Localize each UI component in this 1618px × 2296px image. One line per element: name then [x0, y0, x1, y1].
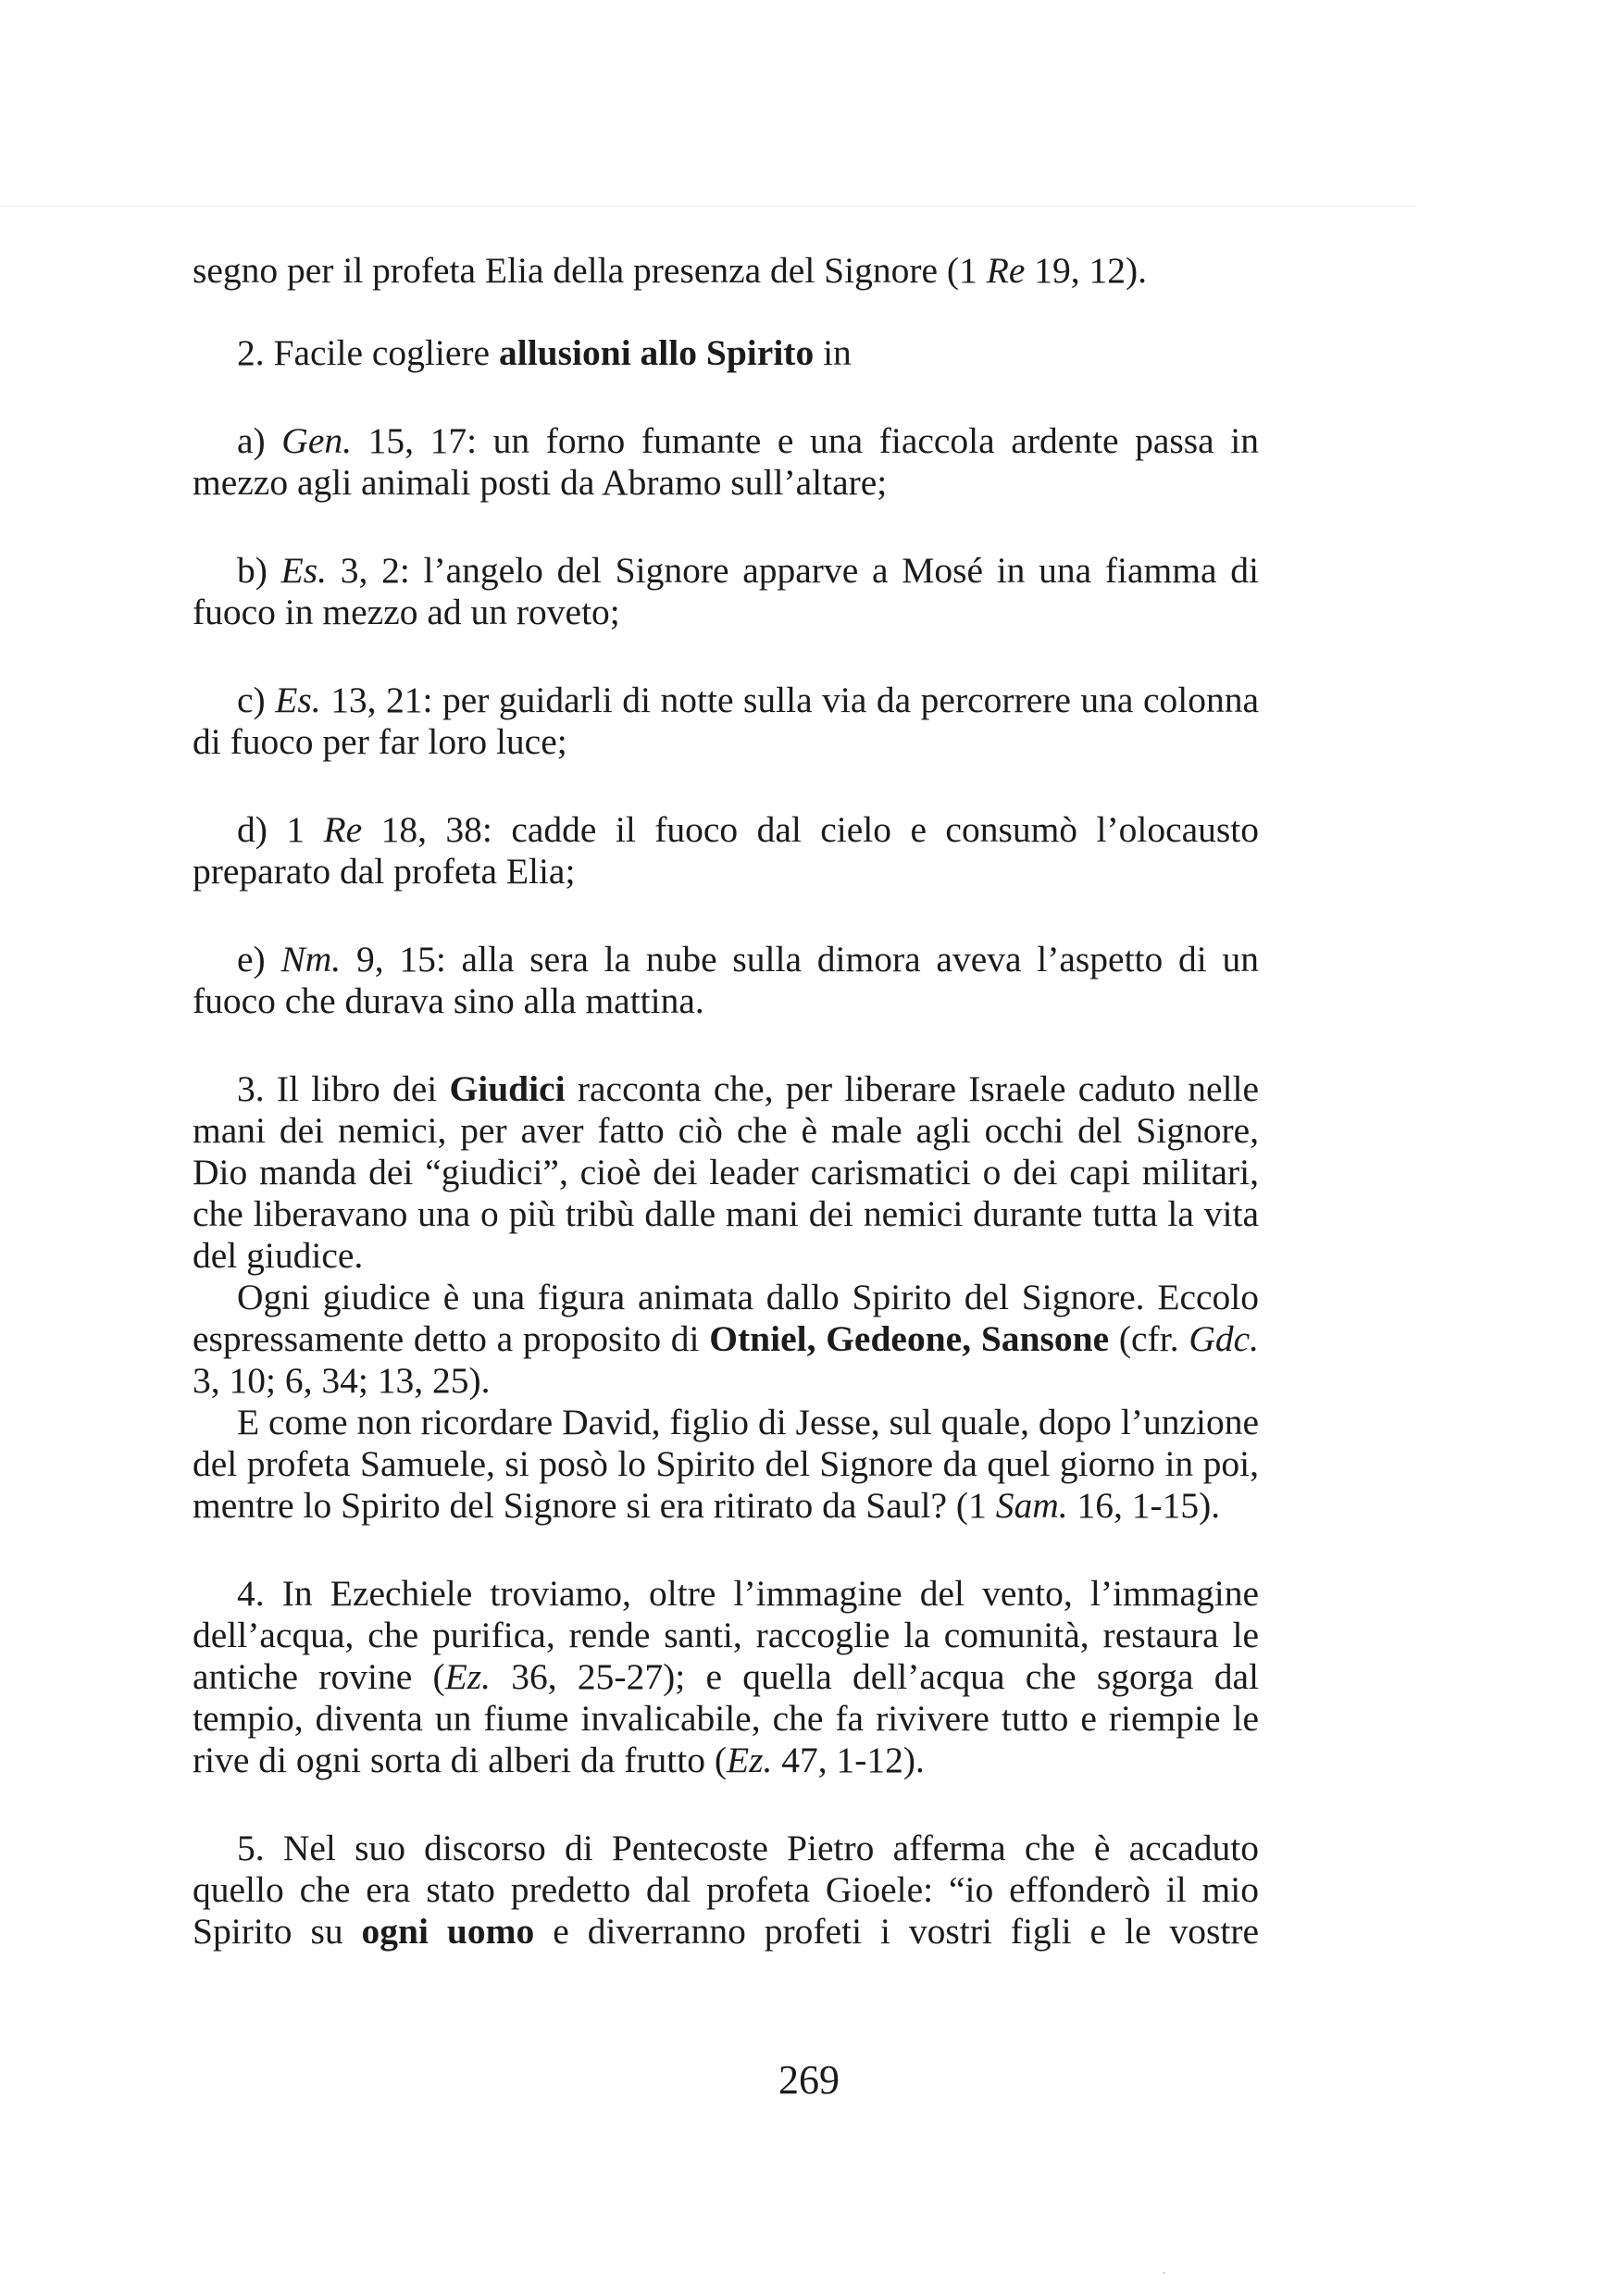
- page-number: 269: [778, 2057, 840, 2103]
- paragraph-judges-spirit: Ogni giudice è una figura animata dallo Spirito del Signore. Eccolo espressamente detto a proposito di Otniel, Gedeone, Sansone (cfr. Gdc. 3, 10; 6, 34; 13, 25).: [193, 1277, 1259, 1401]
- paragraph-point-5: 5. Nel suo discorso di Pentecoste Pietro afferma che è accaduto quello che era stato predetto dal profeta Gioele: “io effonderò il mio Spirito su ogni uomo e diverranno profeti i vostri figli e le vostre: [193, 1828, 1260, 1952]
- paragraph-point-2: 2. Facile cogliere allusioni allo Spirito in: [237, 332, 852, 373]
- list-item-d: d) 1 Re 18, 38: cadde il fuoco dal cielo e consumò l’olocausto preparato dal profeta Elia;: [193, 809, 1259, 892]
- paragraph-elia-sign: segno per il profeta Elia della presenza del Signore (1 Re 19, 12).: [193, 250, 1148, 291]
- paragraph-point-3: 3. Il libro dei Giudici racconta che, per liberare Israele caduto nelle mani dei nemici, per aver fatto ciò che è male agli occhi del Signore, Dio manda dei “giudici”, cioè dei leader carismatici o dei capi militari, che liberavano una o più tribù dalle mani dei nemici durante tutta la vita del giudice.: [193, 1068, 1259, 1276]
- list-item-b: b) Es. 3, 2: l’angelo del Signore apparve a Mosé in una fiamma di fuoco in mezzo ad un roveto;: [193, 550, 1259, 632]
- list-item-a: a) Gen. 15, 17: un forno fumante e una fiaccola ardente passa in mezzo agli animali posti da Abramo sull’altare;: [193, 420, 1260, 503]
- body-text: [193, 250, 1259, 1953]
- paragraph-david: E come non ricordare David, figlio di Jesse, sul quale, dopo l’unzione del profeta Samuele, si posò lo Spirito del Signore da quel giorno in poi, mentre lo Spirito del Signore si era ritirato da Saul? (1 Sam. 16, 1-15).: [193, 1402, 1259, 1526]
- list-item-c: c) Es. 13, 21: per guidarli di notte sulla via da percorrere una colonna di fuoco per far loro luce;: [193, 680, 1259, 762]
- paragraph-point-4: 4. In Ezechiele troviamo, oltre l’immagine del vento, l’immagine dell’acqua, che purifica, rende santi, raccoglie la comunità, restaura le antiche rovine (Ez. 36, 25-27); e quella dell’acqua che sgorga dal tempio, diventa un fiume invalicabile, che fa rivivere tutto e riempie le rive di ogni sorta di alberi da frutto (Ez. 47, 1-12).: [193, 1573, 1259, 1780]
- list-item-e: e) Nm. 9, 15: alla sera la nube sulla dimora aveva l’aspetto di un fuoco che durava sino alla mattina.: [193, 939, 1259, 1021]
- scan-speck: [1163, 2272, 1165, 2274]
